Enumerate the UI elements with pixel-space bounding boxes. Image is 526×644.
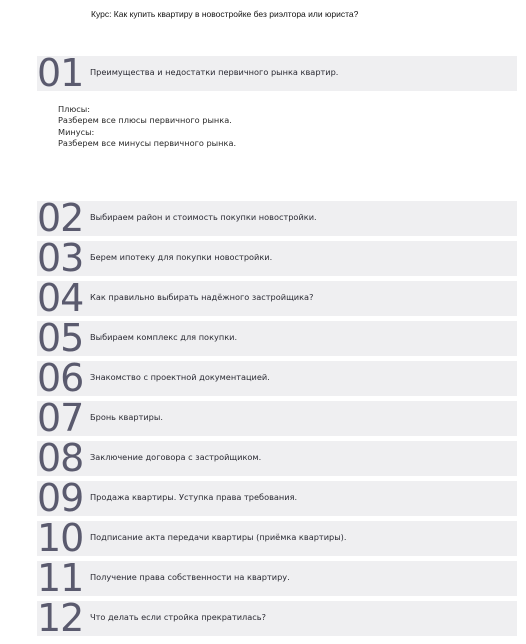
lesson-number: 11 [37, 556, 84, 600]
lesson-number: 07 [37, 396, 84, 440]
lesson-title: Бронь квартиры. [90, 412, 163, 422]
lesson-row[interactable] [37, 236, 517, 280]
lesson-title: Как правильно выбирать надёжного застройщика? [90, 292, 314, 302]
lesson-row[interactable] [37, 196, 517, 240]
cons-text: Разберем все минусы первичного рынка. [58, 138, 237, 149]
lesson-details [58, 104, 236, 150]
lesson-number: 09 [37, 476, 84, 520]
lesson-number: 02 [37, 196, 84, 240]
lesson-title: Заключение договора с застройщиком. [90, 452, 262, 462]
lesson-row[interactable] [37, 316, 517, 360]
lesson-title: Подписание акта передачи квартиры (приёмка квартиры). [90, 532, 347, 542]
lesson-title: Выбираем район и стоимость покупки новостройки. [90, 212, 317, 222]
lesson-row[interactable] [37, 516, 517, 560]
lesson-number: 08 [37, 436, 84, 480]
lesson-number: 06 [37, 356, 84, 400]
lesson-row[interactable] [37, 436, 517, 480]
lesson-title: Берем ипотеку для покупки новостройки. [90, 252, 273, 262]
lesson-title: Преимущества и недостатки первичного рынка квартир. [90, 67, 339, 77]
lesson-number: 05 [37, 316, 84, 360]
lesson-row[interactable] [37, 51, 517, 95]
lesson-number: 10 [37, 516, 84, 560]
lesson-number: 12 [37, 596, 84, 640]
cons-label: Минусы: [58, 126, 95, 137]
lesson-row[interactable] [37, 596, 517, 640]
lesson-number: 03 [37, 236, 84, 280]
course-title: Курс: Как купить квартиру в новостройке без риэлтора или юриста? [91, 9, 359, 19]
lesson-row[interactable] [37, 476, 517, 520]
lesson-row[interactable] [37, 396, 517, 440]
lesson-title: Что делать если стройка прекратилась? [90, 612, 266, 622]
lesson-row[interactable] [37, 276, 517, 320]
lesson-title: Выбираем комплекс для покупки. [90, 332, 238, 342]
lesson-title: Продажа квартиры. Уступка права требования. [90, 492, 298, 502]
lesson-title: Получение права собственности на квартиру. [90, 572, 290, 582]
pros-text: Разберем все плюсы первичного рынка. [58, 115, 232, 126]
lesson-row[interactable] [37, 556, 517, 600]
lesson-title: Знакомство с проектной документацией. [90, 372, 270, 382]
lesson-number: 01 [37, 51, 84, 95]
pros-label: Плюсы: [58, 104, 91, 114]
lesson-number: 04 [37, 276, 84, 320]
lesson-row[interactable] [37, 356, 517, 400]
